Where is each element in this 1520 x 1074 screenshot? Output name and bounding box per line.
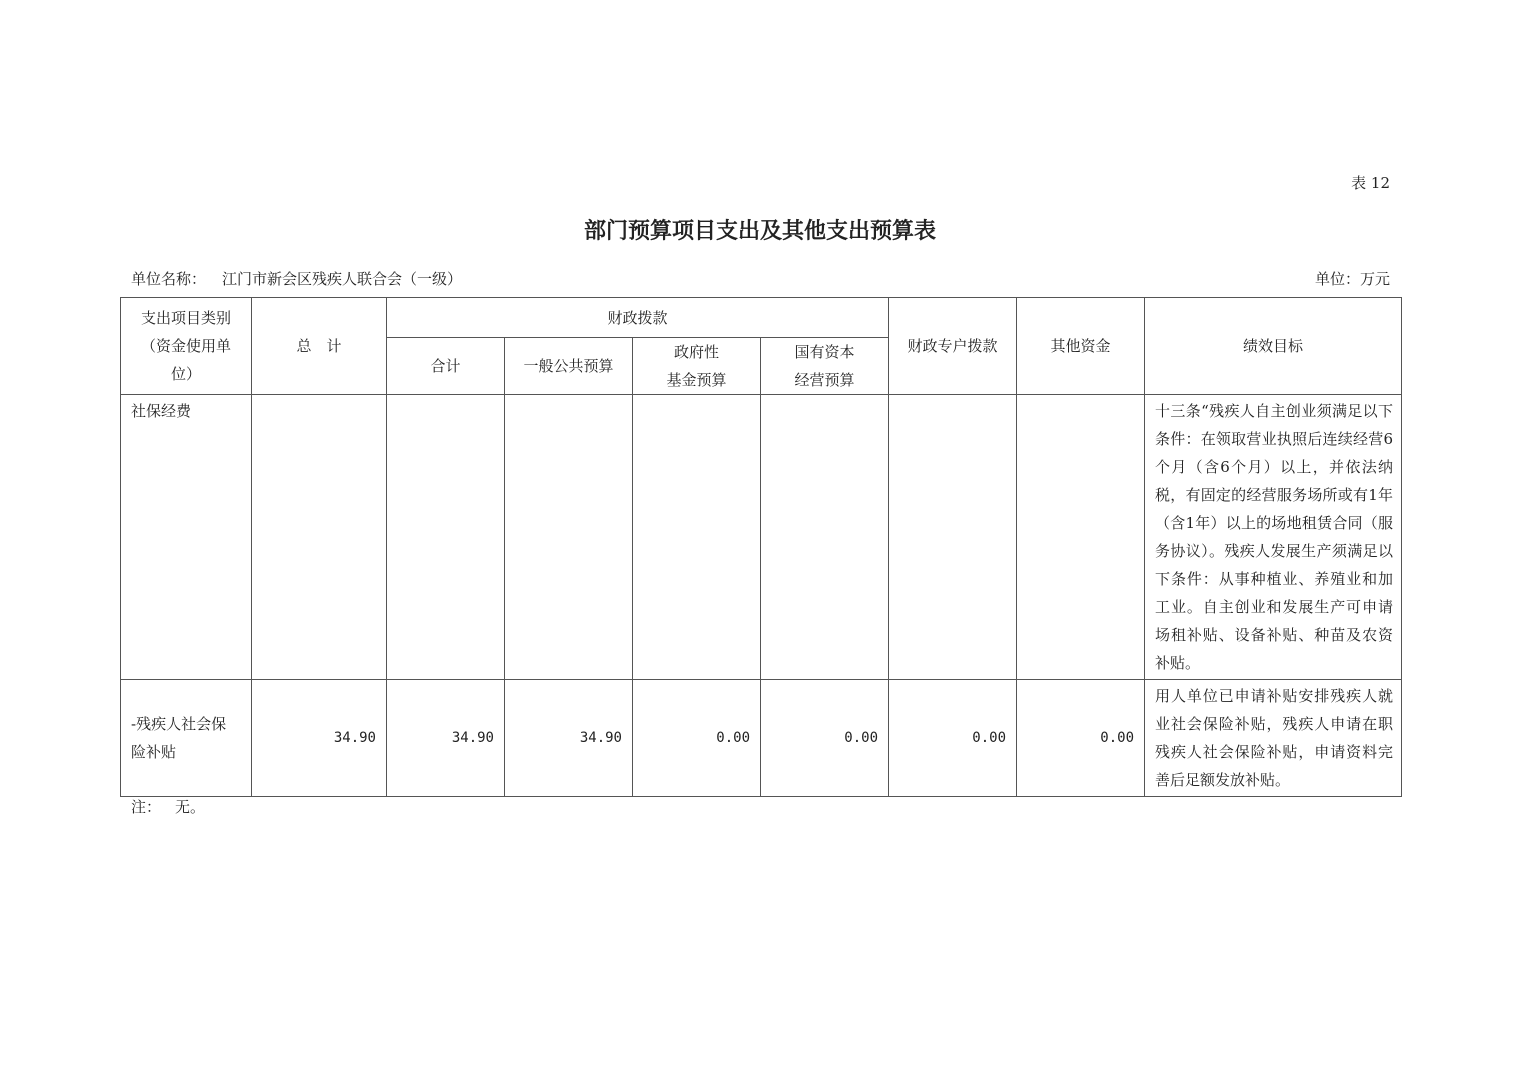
row-performance-goal: 用人单位已申请补贴安排残疾人就业社会保险补贴，残疾人申请在职残疾人社会保险补贴，申请资料完善后足额发放补贴。 — [1145, 680, 1402, 797]
page-title: 部门预算项目支出及其他支出预算表 — [583, 219, 936, 244]
header-fiscal-allocation: 财政拨款 — [387, 298, 889, 338]
row-special-allocation: 0.00 — [889, 680, 1017, 797]
currency-unit: 单位：万元 — [1314, 270, 1390, 288]
header-category-line1: 支出项目类别 — [140, 309, 231, 327]
header-performance-goal: 绩效目标 — [1145, 298, 1402, 395]
budget-table — [120, 297, 1402, 797]
header-total: 总 计 — [252, 298, 387, 395]
row-subtotal — [387, 395, 505, 680]
unit-name-value: 江门市新会区残疾人联合会（一级） — [222, 270, 463, 288]
row-general-budget: 34.90 — [505, 680, 633, 797]
header-other-funds: 其他资金 — [1017, 298, 1145, 395]
header-subtotal: 合计 — [387, 338, 505, 395]
unit-name-row — [131, 268, 462, 289]
table-number: 表 12 — [1351, 174, 1390, 192]
row-special-allocation — [889, 395, 1017, 680]
footnote-label: 注： — [131, 798, 162, 816]
header-state-capital-line2: 经营预算 — [794, 371, 855, 389]
row-total: 34.90 — [252, 680, 387, 797]
row-performance-goal: 十三条“残疾人自主创业须满足以下条件：在领取营业执照后连续经营6个月（含6个月）以上，并依法纳税，有固定的经营服务场所或有1年（含1年）以上的场地租赁合同（服务协议）。残疾人发展生产须满足以下条件：从事种植业、养殖业和加工业。自主创业和发展生产可申请场租补贴、设备补贴、种苗及农资补贴。 — [1145, 395, 1402, 680]
row-total — [252, 395, 387, 680]
row-state-capital: 0.00 — [761, 680, 889, 797]
header-state-capital-line1: 国有资本 — [794, 343, 855, 361]
header-gov-fund — [633, 338, 761, 395]
header-special-allocation: 财政专户拨款 — [889, 298, 1017, 395]
header-gov-fund-line1: 政府性 — [673, 343, 719, 361]
header-row-1 — [121, 298, 1402, 338]
unit-name-label: 单位名称： — [131, 270, 207, 288]
row-other-funds: 0.00 — [1017, 680, 1145, 797]
table-row — [121, 680, 1402, 797]
row-gov-fund — [633, 395, 761, 680]
row-category: 社保经费 — [121, 395, 252, 680]
row-other-funds — [1017, 395, 1145, 680]
footnote-text: 无。 — [175, 798, 206, 816]
row-general-budget — [505, 395, 633, 680]
table-row — [121, 395, 1402, 680]
header-state-capital — [761, 338, 889, 395]
row-category: -残疾人社会保险补贴 — [121, 680, 252, 797]
header-gov-fund-line2: 基金预算 — [666, 371, 727, 389]
footnote — [131, 796, 205, 817]
header-category-line2: （资金使用单 — [140, 337, 231, 355]
header-category-line3: 位） — [170, 365, 201, 383]
header-category — [121, 298, 252, 395]
row-state-capital — [761, 395, 889, 680]
row-subtotal: 34.90 — [387, 680, 505, 797]
header-general-budget: 一般公共预算 — [505, 338, 633, 395]
row-gov-fund: 0.00 — [633, 680, 761, 797]
